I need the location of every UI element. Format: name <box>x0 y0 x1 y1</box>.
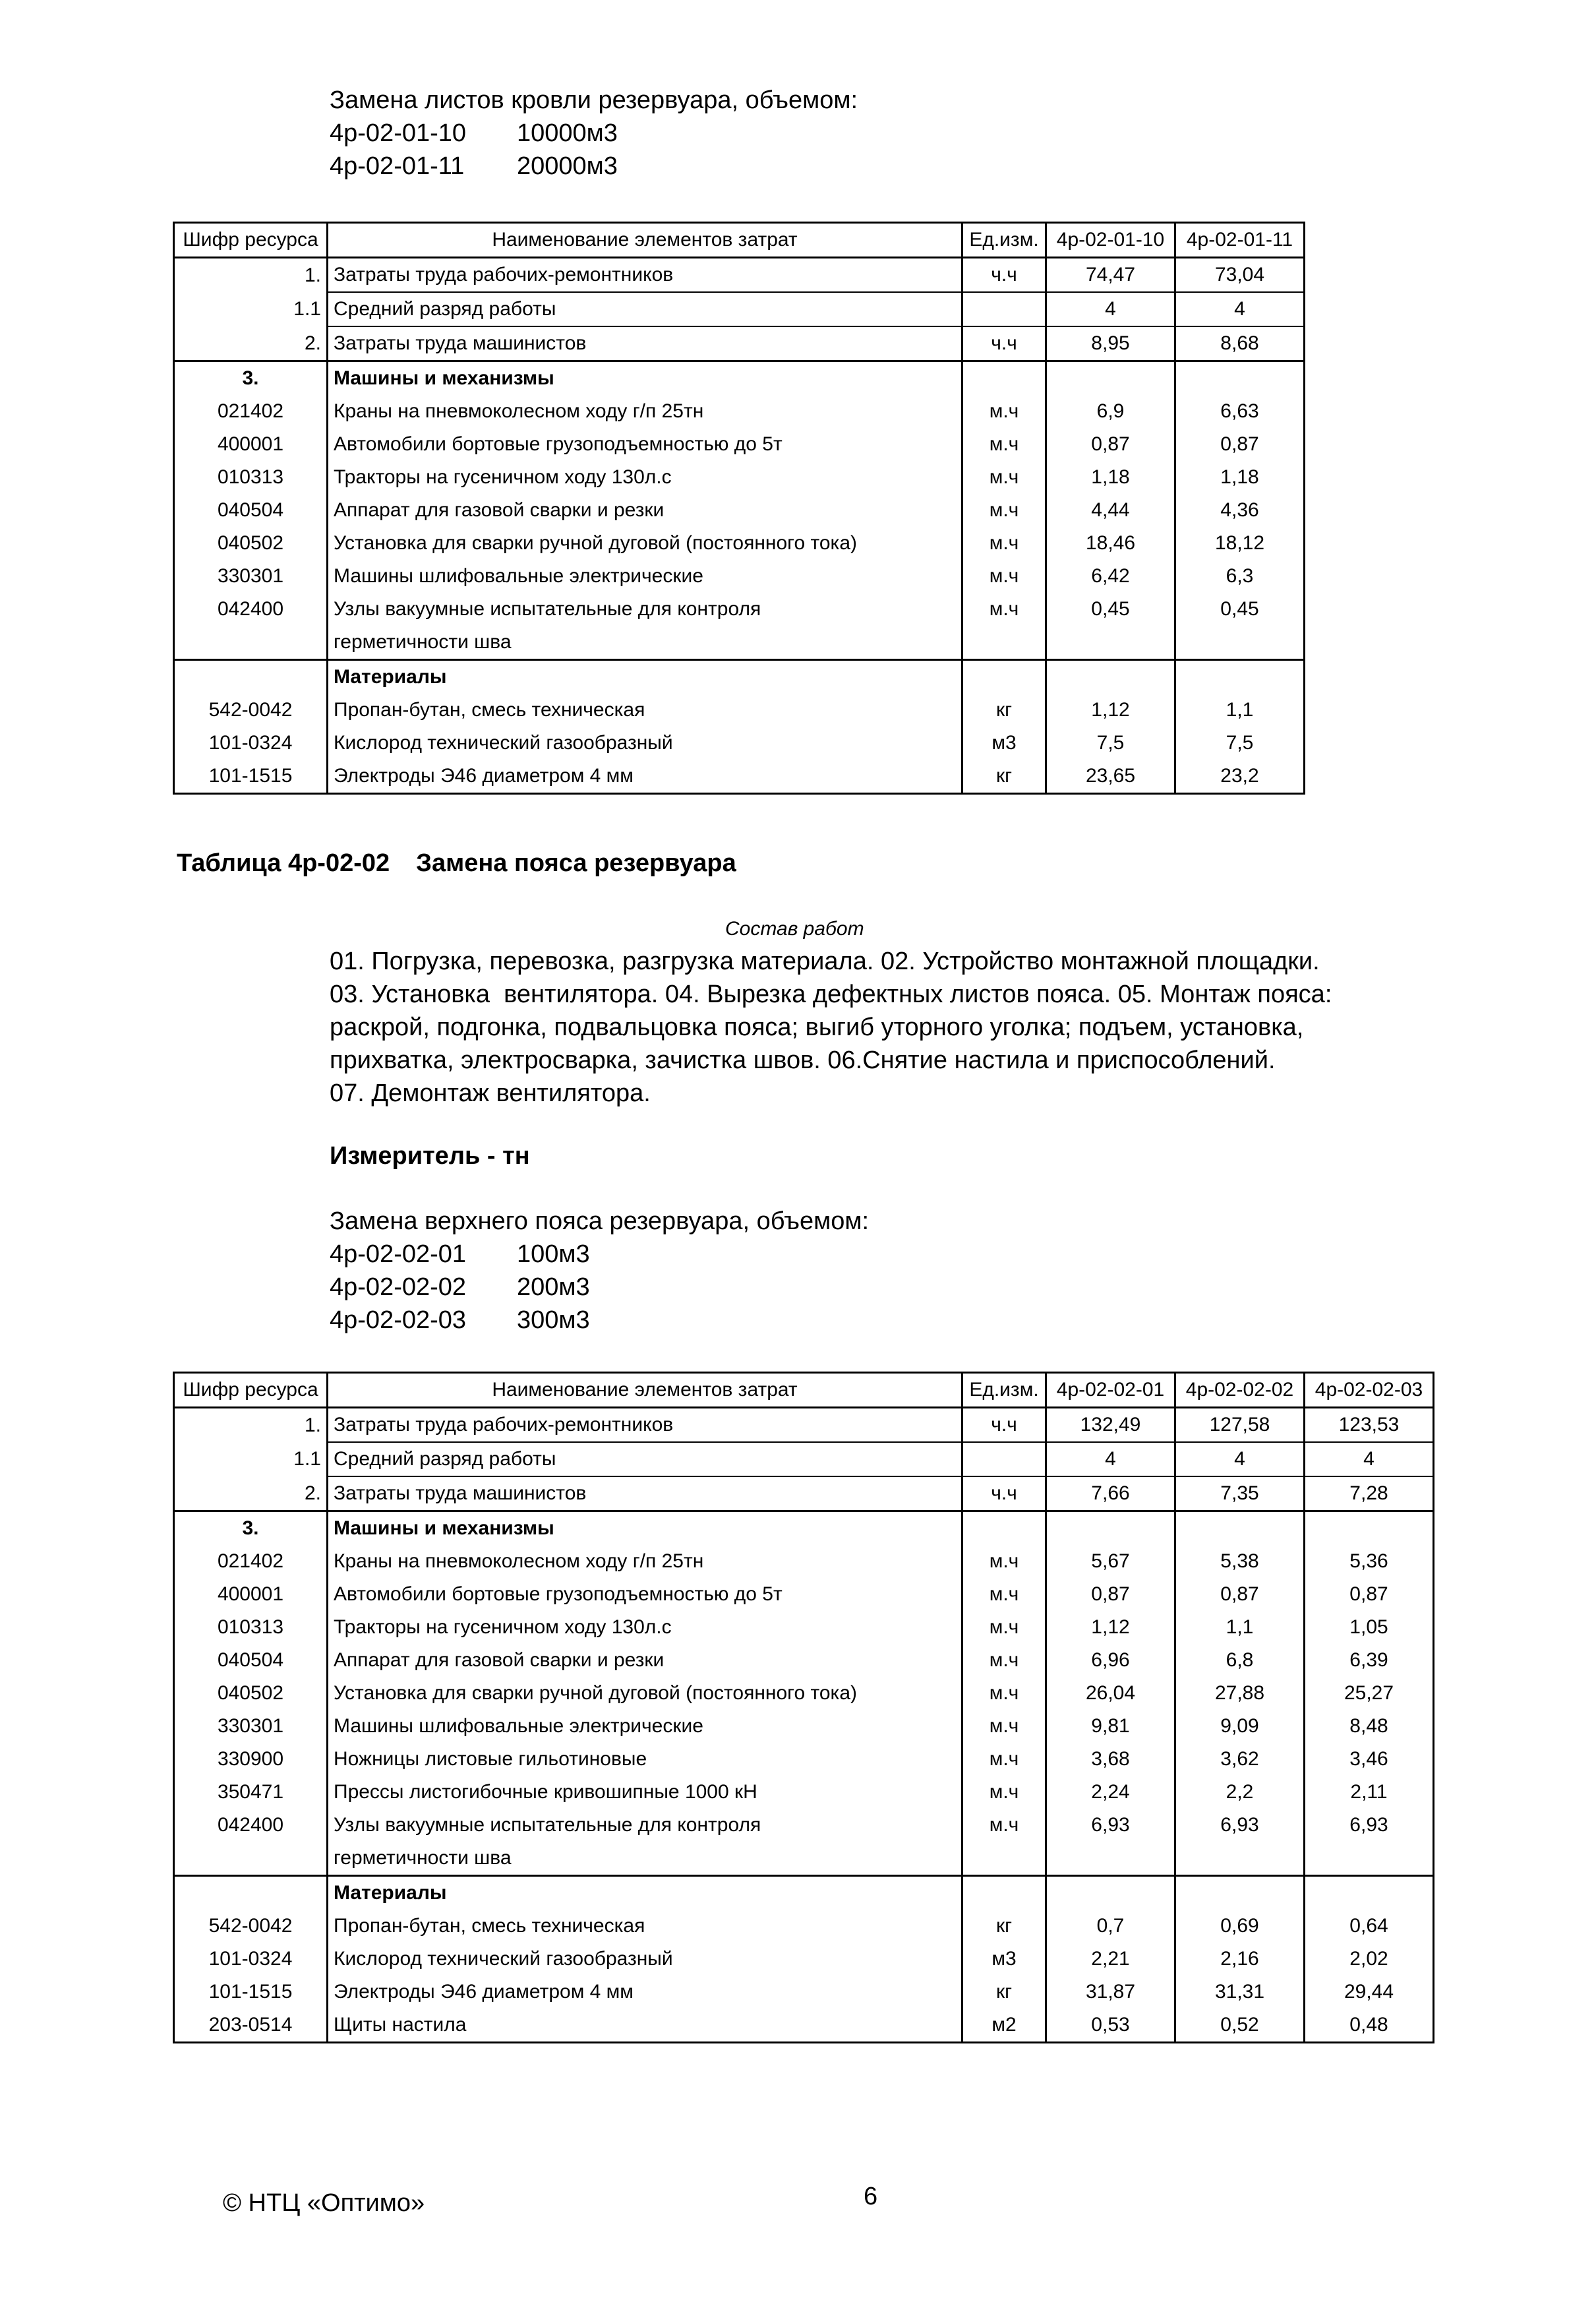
table-cell: 2,24 <box>1046 1776 1175 1809</box>
column-header: Ед.изм. <box>962 1373 1046 1408</box>
table-header-row <box>174 1373 1434 1408</box>
section1-code-1 <box>330 117 618 149</box>
table-cell: ч.ч <box>962 258 1046 293</box>
table-cell: м.ч <box>962 593 1046 626</box>
table-cell: м.ч <box>962 1710 1046 1743</box>
table-cell: 18,12 <box>1175 527 1305 560</box>
table-cell: 6,39 <box>1305 1644 1434 1677</box>
table-cell: 1,1 <box>1175 694 1305 727</box>
table-cell: Машины шлифовальные электрические <box>328 560 962 593</box>
table-cell: Установка для сварки ручной дуговой (постоянного тока) <box>328 527 962 560</box>
table-cell: 1.1 <box>174 292 328 326</box>
table-row <box>174 1943 1434 1976</box>
code: 4р-02-02-01 <box>330 1240 467 1268</box>
table-cell: м3 <box>962 1943 1046 1976</box>
table-cell <box>1046 361 1175 396</box>
table-cell: 2,02 <box>1305 1943 1434 1976</box>
table-cell: 7,66 <box>1046 1476 1175 1511</box>
table-cell: Материалы <box>328 1876 962 1910</box>
table-cell: Краны на пневмоколесном ходу г/п 25тн <box>328 395 962 428</box>
table-cell <box>174 1842 328 1876</box>
table-cell: 2. <box>174 1476 328 1511</box>
table-cell <box>1046 626 1175 660</box>
page-number: 6 <box>864 2183 878 2210</box>
table-row <box>174 593 1305 626</box>
table-cell: 330301 <box>174 560 328 593</box>
table-row <box>174 461 1305 494</box>
table-cell: м.ч <box>962 527 1046 560</box>
meter-label: Измеритель - тн <box>330 1142 530 1170</box>
work-line-5: 07. Демонтаж вентилятора. <box>330 1079 651 1107</box>
column-header: 4р-02-02-02 <box>1175 1373 1305 1408</box>
table-cell: 4 <box>1175 1442 1305 1476</box>
table-row <box>174 2009 1434 2043</box>
table-cell: 400001 <box>174 428 328 461</box>
table-cell: ч.ч <box>962 326 1046 361</box>
table-cell: кг <box>962 1976 1046 2009</box>
table-cell <box>1175 626 1305 660</box>
table-cell: 0,7 <box>1046 1910 1175 1943</box>
table-cell <box>174 626 328 660</box>
table-cell: 542-0042 <box>174 694 328 727</box>
table-cell: Аппарат для газовой сварки и резки <box>328 1644 962 1677</box>
column-header: Наименование элементов затрат <box>328 1373 962 1408</box>
table-cell: м.ч <box>962 1644 1046 1677</box>
table-cell: Машины и механизмы <box>328 1511 962 1546</box>
table-row <box>174 1408 1434 1443</box>
table-cell: 1,18 <box>1046 461 1175 494</box>
table-cell: 1,05 <box>1305 1611 1434 1644</box>
table-cell: 25,27 <box>1305 1677 1434 1710</box>
table-row <box>174 1976 1434 2009</box>
table-cell: Затраты труда машинистов <box>328 326 962 361</box>
table-cell: м.ч <box>962 1776 1046 1809</box>
table-cell: 7,28 <box>1305 1476 1434 1511</box>
section2-code-3 <box>330 1304 590 1336</box>
table-cell: 6,42 <box>1046 560 1175 593</box>
table-cell: 18,46 <box>1046 527 1175 560</box>
code: 4р-02-01-11 <box>330 152 465 180</box>
footer-copyright: © НТЦ «Оптимо» <box>223 2189 425 2217</box>
table-cell: 101-1515 <box>174 760 328 794</box>
table-cell: 330301 <box>174 1710 328 1743</box>
table-cell: 4 <box>1046 292 1175 326</box>
volume: 300м3 <box>517 1306 590 1334</box>
table-row <box>174 292 1305 326</box>
table-cell: Тракторы на гусеничном ходу 130л.с <box>328 461 962 494</box>
table-cell: м.ч <box>962 560 1046 593</box>
table-cell <box>962 660 1046 694</box>
table-cell <box>1305 1876 1434 1910</box>
table-row <box>174 1876 1434 1910</box>
table-cell: 4 <box>1305 1442 1434 1476</box>
table-cell: 330900 <box>174 1743 328 1776</box>
table-cell: Кислород технический газообразный <box>328 1943 962 1976</box>
table-cell: м.ч <box>962 461 1046 494</box>
table-cell: 021402 <box>174 1545 328 1578</box>
table-cell <box>1046 660 1175 694</box>
volume: 20000м3 <box>517 152 618 180</box>
table-cell: 010313 <box>174 1611 328 1644</box>
table-cell: 9,09 <box>1175 1710 1305 1743</box>
table-cell: 1,12 <box>1046 1611 1175 1644</box>
table-cell: 203-0514 <box>174 2009 328 2043</box>
table-cell: м.ч <box>962 494 1046 527</box>
table-cell: м.ч <box>962 1545 1046 1578</box>
table-cell: 542-0042 <box>174 1910 328 1943</box>
table-cell: 23,65 <box>1046 760 1175 794</box>
table-cell: 2,2 <box>1175 1776 1305 1809</box>
table-cell: 4,36 <box>1175 494 1305 527</box>
table-row <box>174 1578 1434 1611</box>
table-row <box>174 1809 1434 1842</box>
table-cell <box>1175 1842 1305 1876</box>
table-row <box>174 1910 1434 1943</box>
table-cell: 3. <box>174 361 328 396</box>
table-row <box>174 727 1305 760</box>
table-cell: Узлы вакуумные испытательные для контроля <box>328 1809 962 1842</box>
table-cell: 3,68 <box>1046 1743 1175 1776</box>
table-cell: 040502 <box>174 527 328 560</box>
table-cell: 3,62 <box>1175 1743 1305 1776</box>
table-cell: Электроды Э46 диаметром 4 мм <box>328 1976 962 2009</box>
table-cell <box>1046 1511 1175 1546</box>
table-cell: 2. <box>174 326 328 361</box>
table-row <box>174 760 1305 794</box>
table-cell: Краны на пневмоколесном ходу г/п 25тн <box>328 1545 962 1578</box>
table-cell: 7,35 <box>1175 1476 1305 1511</box>
table-cell: 6,93 <box>1305 1809 1434 1842</box>
table-cell: 6,8 <box>1175 1644 1305 1677</box>
column-header: 4р-02-01-10 <box>1046 223 1175 258</box>
table-cell: 6,3 <box>1175 560 1305 593</box>
table-cell: 010313 <box>174 461 328 494</box>
table-row <box>174 1743 1434 1776</box>
table-cell: 6,93 <box>1046 1809 1175 1842</box>
table-cell <box>962 361 1046 396</box>
table-row <box>174 494 1305 527</box>
table-cell <box>962 1442 1046 1476</box>
table-cell: м.ч <box>962 1809 1046 1842</box>
table-cell: 6,96 <box>1046 1644 1175 1677</box>
table-row <box>174 660 1305 694</box>
table-cell: ч.ч <box>962 1476 1046 1511</box>
table-cell: 0,53 <box>1046 2009 1175 2043</box>
table-cell: 040502 <box>174 1677 328 1710</box>
table-cell: 350471 <box>174 1776 328 1809</box>
table-cell: 0,87 <box>1175 1578 1305 1611</box>
table-cell: герметичности шва <box>328 1842 962 1876</box>
table-cell: Затраты труда рабочих-ремонтников <box>328 258 962 293</box>
table-row <box>174 560 1305 593</box>
table-cell: 2,21 <box>1046 1943 1175 1976</box>
table-cell: 0,48 <box>1305 2009 1434 2043</box>
table-cell: м2 <box>962 2009 1046 2043</box>
table-cell: Затраты труда рабочих-ремонтников <box>328 1408 962 1443</box>
table-cell: 1. <box>174 1408 328 1443</box>
table-row <box>174 361 1305 396</box>
table-cell: м.ч <box>962 1677 1046 1710</box>
table-row <box>174 527 1305 560</box>
column-header: 4р-02-02-01 <box>1046 1373 1175 1408</box>
table-cell: Прессы листогибочные кривошипные 1000 кН <box>328 1776 962 1809</box>
table-cell: 1,18 <box>1175 461 1305 494</box>
resource-table-1 <box>173 222 1305 795</box>
table-cell: 021402 <box>174 395 328 428</box>
table-cell: 4 <box>1175 292 1305 326</box>
table-cell <box>174 660 328 694</box>
table-cell: 0,52 <box>1175 2009 1305 2043</box>
table-cell: 31,87 <box>1046 1976 1175 2009</box>
table-cell <box>1175 1511 1305 1546</box>
table-cell: 5,36 <box>1305 1545 1434 1578</box>
table-cell: 8,95 <box>1046 326 1175 361</box>
resource-table-2 <box>173 1372 1434 2043</box>
table-cell <box>1046 1842 1175 1876</box>
table-cell: 040504 <box>174 1644 328 1677</box>
table-cell: Пропан-бутан, смесь техническая <box>328 1910 962 1943</box>
table-row <box>174 395 1305 428</box>
table-cell: 4 <box>1046 1442 1175 1476</box>
table-cell: Электроды Э46 диаметром 4 мм <box>328 760 962 794</box>
column-header: 4р-02-02-03 <box>1305 1373 1434 1408</box>
table-cell: 8,48 <box>1305 1710 1434 1743</box>
table-cell: м.ч <box>962 1578 1046 1611</box>
table-cell: кг <box>962 1910 1046 1943</box>
code: 4р-02-02-03 <box>330 1306 467 1334</box>
table-row <box>174 1545 1434 1578</box>
table-cell: 73,04 <box>1175 258 1305 293</box>
table-cell: герметичности шва <box>328 626 962 660</box>
table-cell: Средний разряд работы <box>328 292 962 326</box>
table-row <box>174 1476 1434 1511</box>
table-cell: 3,46 <box>1305 1743 1434 1776</box>
table-cell: Щиты настила <box>328 2009 962 2043</box>
table-header-row <box>174 223 1305 258</box>
table-row <box>174 1644 1434 1677</box>
table-row <box>174 258 1305 293</box>
table-heading <box>177 849 736 878</box>
table-cell: Пропан-бутан, смесь техническая <box>328 694 962 727</box>
section1-title: Замена листов кровли резервуара, объемом: <box>330 86 858 114</box>
table-cell: Установка для сварки ручной дуговой (постоянного тока) <box>328 1677 962 1710</box>
table-cell <box>1305 1842 1434 1876</box>
table-cell: Средний разряд работы <box>328 1442 962 1476</box>
volume: 200м3 <box>517 1273 590 1301</box>
table-row <box>174 1611 1434 1644</box>
table-cell <box>1175 660 1305 694</box>
table-cell <box>962 292 1046 326</box>
table-cell: 0,87 <box>1046 1578 1175 1611</box>
table-cell: 1,12 <box>1046 694 1175 727</box>
table-cell: Тракторы на гусеничном ходу 130л.с <box>328 1611 962 1644</box>
table-cell: ч.ч <box>962 1408 1046 1443</box>
column-header: Наименование элементов затрат <box>328 223 962 258</box>
table-cell <box>962 1842 1046 1876</box>
table-cell: 0,64 <box>1305 1910 1434 1943</box>
table-cell: 9,81 <box>1046 1710 1175 1743</box>
table-cell: 101-0324 <box>174 1943 328 1976</box>
table-cell: 123,53 <box>1305 1408 1434 1443</box>
table-row <box>174 428 1305 461</box>
table-cell: 29,44 <box>1305 1976 1434 2009</box>
table-cell: 27,88 <box>1175 1677 1305 1710</box>
column-header: Шифр ресурса <box>174 223 328 258</box>
table-cell <box>1175 1876 1305 1910</box>
table-cell <box>962 1511 1046 1546</box>
section2-code-1 <box>330 1238 590 1270</box>
column-header: 4р-02-01-11 <box>1175 223 1305 258</box>
table-cell: 6,9 <box>1046 395 1175 428</box>
table-cell: 0,45 <box>1046 593 1175 626</box>
table-row <box>174 626 1305 660</box>
table-cell <box>1305 1511 1434 1546</box>
table-cell: 132,49 <box>1046 1408 1175 1443</box>
table-cell: Кислород технический газообразный <box>328 727 962 760</box>
section2-code-2 <box>330 1271 590 1303</box>
table-cell: 1. <box>174 258 328 293</box>
table-cell <box>962 626 1046 660</box>
table-cell: кг <box>962 694 1046 727</box>
table-row <box>174 1842 1434 1876</box>
work-line-2: 03. Установка вентилятора. 04. Вырезка дефектных листов пояса. 05. Монтаж пояса: <box>330 981 1332 1008</box>
table-cell: 0,87 <box>1305 1578 1434 1611</box>
table-row <box>174 1710 1434 1743</box>
column-header: Ед.изм. <box>962 223 1046 258</box>
table-cell: 1.1 <box>174 1442 328 1476</box>
table-cell: м.ч <box>962 1743 1046 1776</box>
code: 4р-02-02-02 <box>330 1273 467 1301</box>
section2-title: Замена верхнего пояса резервуара, объемом: <box>330 1207 870 1235</box>
table-cell: 6,63 <box>1175 395 1305 428</box>
work-line-3: раскрой, подгонка, подвальцовка пояса; выгиб уторного уголка; подъем, установка, <box>330 1013 1304 1041</box>
table-row <box>174 326 1305 361</box>
table-cell: 2,16 <box>1175 1943 1305 1976</box>
table-cell: 0,45 <box>1175 593 1305 626</box>
table-cell <box>1046 1876 1175 1910</box>
table-cell: Аппарат для газовой сварки и резки <box>328 494 962 527</box>
table-cell: Машины и механизмы <box>328 361 962 396</box>
table-title: Замена пояса резервуара <box>416 849 736 877</box>
work-composition-caption: Состав работ <box>725 918 864 940</box>
table-cell: кг <box>962 760 1046 794</box>
table-cell: 7,5 <box>1175 727 1305 760</box>
table-cell <box>174 1876 328 1910</box>
table-cell: 31,31 <box>1175 1976 1305 2009</box>
table-cell: м.ч <box>962 1611 1046 1644</box>
table-cell: 26,04 <box>1046 1677 1175 1710</box>
table-cell: м.ч <box>962 395 1046 428</box>
table-cell: Машины шлифовальные электрические <box>328 1710 962 1743</box>
table-cell: 042400 <box>174 593 328 626</box>
table-cell: 4,44 <box>1046 494 1175 527</box>
table-cell: м.ч <box>962 428 1046 461</box>
table-cell: 101-0324 <box>174 727 328 760</box>
code: 4р-02-01-10 <box>330 119 467 147</box>
table-cell: 7,5 <box>1046 727 1175 760</box>
table-cell: 042400 <box>174 1809 328 1842</box>
table-cell <box>1175 361 1305 396</box>
table-cell: Ножницы листовые гильотиновые <box>328 1743 962 1776</box>
table-cell: 0,69 <box>1175 1910 1305 1943</box>
table-cell: 8,68 <box>1175 326 1305 361</box>
work-line-1: 01. Погрузка, перевозка, разгрузка материала. 02. Устройство монтажной площадки. <box>330 948 1320 975</box>
table-cell: 040504 <box>174 494 328 527</box>
table-row <box>174 1511 1434 1546</box>
table-cell: 6,93 <box>1175 1809 1305 1842</box>
volume: 100м3 <box>517 1240 590 1268</box>
table-cell: Автомобили бортовые грузоподъемностью до 5т <box>328 1578 962 1611</box>
table-cell: 0,87 <box>1175 428 1305 461</box>
table-cell: Материалы <box>328 660 962 694</box>
work-line-4: прихватка, электросварка, зачистка швов. 06.Снятие настила и приспособлений. <box>330 1046 1276 1074</box>
table-cell <box>962 1876 1046 1910</box>
table-cell: 5,67 <box>1046 1545 1175 1578</box>
table-cell: 5,38 <box>1175 1545 1305 1578</box>
table-cell: 23,2 <box>1175 760 1305 794</box>
table-number: Таблица 4р-02-02 <box>177 849 390 877</box>
table-cell: м3 <box>962 727 1046 760</box>
table-cell: 3. <box>174 1511 328 1546</box>
table-row <box>174 1442 1434 1476</box>
table-row <box>174 1677 1434 1710</box>
column-header: Шифр ресурса <box>174 1373 328 1408</box>
table-cell: Затраты труда машинистов <box>328 1476 962 1511</box>
table-row <box>174 694 1305 727</box>
table-cell: Узлы вакуумные испытательные для контроля <box>328 593 962 626</box>
table-cell: 0,87 <box>1046 428 1175 461</box>
table-cell: Автомобили бортовые грузоподъемностью до 5т <box>328 428 962 461</box>
volume: 10000м3 <box>517 119 618 147</box>
table-cell: 1,1 <box>1175 1611 1305 1644</box>
table-cell: 74,47 <box>1046 258 1175 293</box>
table-cell: 2,11 <box>1305 1776 1434 1809</box>
table-cell: 400001 <box>174 1578 328 1611</box>
section1-code-2 <box>330 150 618 182</box>
table-row <box>174 1776 1434 1809</box>
table-cell: 127,58 <box>1175 1408 1305 1443</box>
table-cell: 101-1515 <box>174 1976 328 2009</box>
